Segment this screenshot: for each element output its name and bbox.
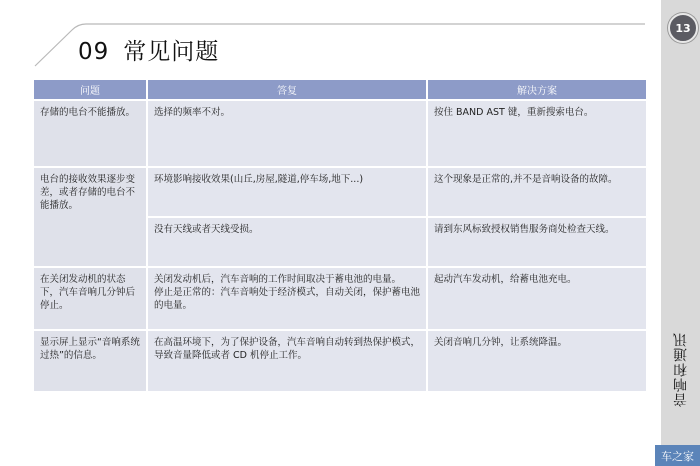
column-header-answer: 答复: [148, 80, 428, 99]
answer-cell: 没有天线或者天线受损。: [148, 218, 428, 266]
question-cell: 在关闭发动机的状态下，汽车音响几分钟后停止。: [34, 268, 148, 329]
solution-cell: 这个现象是正常的,并不是音响设备的故障。: [428, 168, 646, 216]
answer-cell: 选择的频率不对。: [148, 101, 428, 166]
table-row: [34, 168, 646, 266]
table-row: [34, 268, 646, 329]
chapter-number: 09: [78, 39, 110, 65]
faq-table: [34, 80, 646, 391]
column-header-solution: 解决方案: [517, 86, 557, 97]
solution-cell: 请到东风标致授权销售服务商处检查天线。: [428, 218, 646, 266]
watermark-logo: 车之家: [655, 445, 700, 466]
question-cell: 显示屏上显示“音响系统过热”的信息。: [34, 331, 148, 391]
sub-row: [148, 218, 646, 266]
solution-cell: 关闭音响几分钟，让系统降温。: [428, 331, 646, 391]
page-title: [78, 33, 219, 66]
answer-cell: 在高温环境下，为了保护设备，汽车音响自动转到热保护模式，导致音量降低或者 CD 机停止工作。: [148, 331, 428, 391]
table-row: [34, 101, 646, 166]
answer-cell: 环境影响接收效果(山丘,房屋,隧道,停车场,地下...): [148, 168, 428, 216]
answer-group: [148, 168, 646, 266]
sub-row: [148, 168, 646, 216]
section-label: 音响和通讯: [673, 332, 689, 408]
question-cell: 电台的接收效果逐步变差，或者存储的电台不能播放。: [34, 168, 148, 266]
column-header-question: 问题: [34, 80, 148, 99]
table-header: [34, 80, 646, 99]
answer-cell: 关闭发动机后，汽车音响的工作时间取决于蓄电池的电量。 停止是正常的：汽车音响处于经济模式，自动关闭，保护蓄电池的电量。: [148, 268, 428, 329]
question-cell: 存储的电台不能播放。: [34, 101, 148, 166]
table-row: [34, 331, 646, 391]
solution-cell: 按住 BAND AST 键，重新搜索电台。: [428, 101, 646, 166]
chapter-title: 常见问题: [123, 39, 220, 65]
page-number-badge: 13: [668, 13, 698, 43]
solution-cell: 起动汽车发动机，给蓄电池充电。: [428, 268, 646, 329]
